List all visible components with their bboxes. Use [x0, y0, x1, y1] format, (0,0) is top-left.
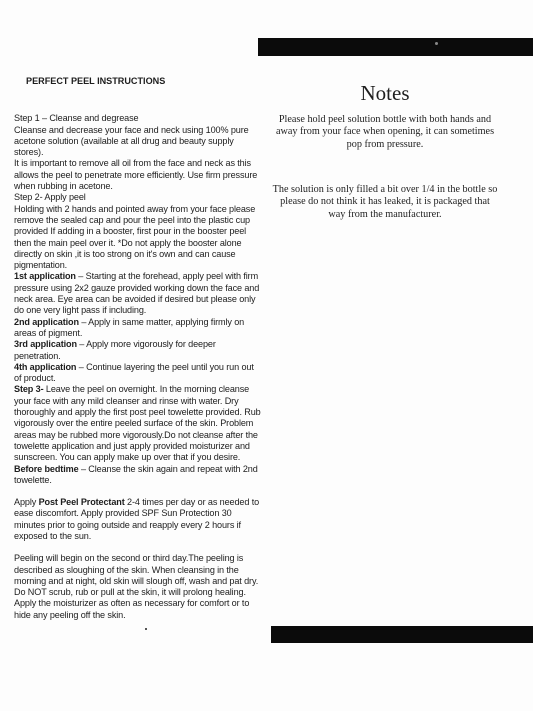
step1-note: It is important to remove all oil from the face and neck as this allows the peel to penetrate more efficiently. Use firm pressure when rubbing in acetone. — [14, 158, 258, 192]
step3 — [14, 384, 262, 463]
bar-speck — [435, 42, 438, 45]
instructions-column — [14, 76, 262, 621]
paragraph-gap — [14, 486, 262, 497]
application-3-label: 3rd application — [14, 339, 77, 350]
application-1-label: 1st application — [14, 271, 76, 282]
bedtime-text: – Cleanse the skin again and repeat with 2nd towelette. — [14, 463, 258, 485]
application-4-text: – Continue layering the peel until you run out of product. — [14, 361, 254, 384]
step1-heading: Step 1 – Cleanse and degrease — [14, 113, 139, 124]
bedtime-label: Before bedtime — [14, 463, 79, 474]
protectant-prefix: Apply — [14, 497, 39, 508]
peeling-paragraph: Peeling will begin on the second or third day.The peeling is described as sloughing of the skin. When cleansing in the morning and at night, old skin will slough off, wash and pat dry. Do NOT scrub, rub or pull at the skin, it will prolong healing. Apply the moisturizer as often as necessary for comfort or to hide any peeling off the skin. — [14, 553, 259, 620]
paragraph-gap — [14, 542, 262, 553]
scan-mark — [145, 628, 147, 630]
application-3 — [14, 339, 262, 362]
step3-text: Leave the peel on overnight. In the morning cleanse your face with any mild cleanser and rinse with water. Dry thoroughly and apply the first post peel towelette provided. Rub vigorously over the entire peeled surface of the skin. Problem areas may be rubbed more vigorously.Do not cleanse after the towelette application and just apply provided moisturizer and sunscreen. You can apply make up over that if you desire. — [14, 384, 261, 463]
application-2-text: – Apply in same matter, applying firmly on areas of pigment. — [14, 316, 245, 338]
step2-heading: Step 2- Apply peel — [14, 192, 86, 203]
application-2 — [14, 317, 262, 340]
application-4-label: 4th application — [14, 361, 77, 372]
protectant-paragraph — [14, 497, 262, 542]
note-bottle-handling: Please hold peel solution bottle with both hands and away from your face when opening, it can sometimes pop from pressure. — [275, 114, 495, 150]
application-2-label: 2nd application — [14, 316, 79, 327]
application-1-text: – Starting at the forehead, apply peel with firm pressure using 2x2 gauze provided working down the face and neck area. Eye area can be avoided if desired but please only do one very light pass if including. — [14, 271, 260, 316]
notes-title: Notes — [360, 81, 410, 105]
application-1 — [14, 271, 262, 316]
protectant-text: 2-4 times per day or as needed to ease discomfort. Apply provided SPF Sun Protection 30 minutes prior to going outside and reapply every 2 hours if exposed to the sun. — [14, 497, 260, 541]
step2-text: Holding with 2 hands and pointed away from your face please remove the sealed cap and pour the peel into the plastic cup provided If adding in a booster, first pour in the booster peel then the main peel over it. *Do not apply the booster alone directly on skin ,it is too strong on it's own and can cause pigmentation. — [14, 203, 256, 271]
bedtime — [14, 464, 262, 487]
application-3-text: – Apply more vigorously for deeper penetration. — [14, 339, 216, 361]
instructions-title: PERFECT PEEL INSTRUCTIONS — [26, 76, 166, 86]
note-fill-level: The solution is only filled a bit over 1/4 in the bottle so please do not think it has leaked, it is packaged that way from the manufacturer. — [272, 184, 498, 220]
application-4 — [14, 362, 262, 385]
step3-label: Step 3- — [14, 384, 44, 395]
top-black-bar — [258, 38, 533, 56]
step1-text: Cleanse and decrease your face and neck using 100% pure acetone solution (available at all drug and beauty supply stores). — [14, 124, 249, 158]
protectant-label: Post Peel Protectant — [38, 497, 125, 508]
bottom-black-bar — [271, 626, 533, 643]
